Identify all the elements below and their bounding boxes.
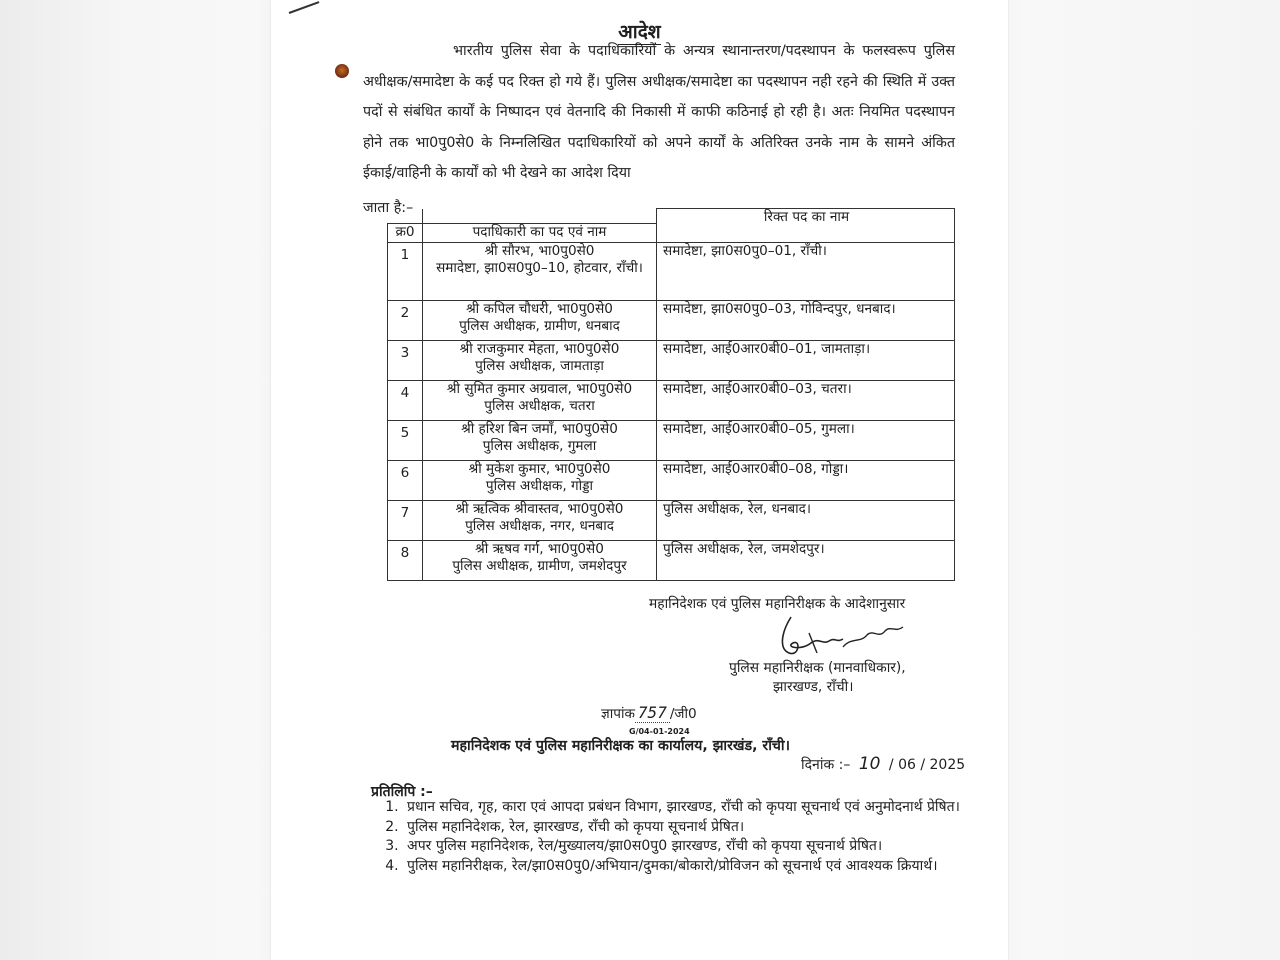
pen-mark [289,1,320,14]
hole-punch-mark [335,64,349,78]
list-item: 2. पुलिस महानिदेशक, रेल, झारखण्ड, राँची को कृपया सूचनार्थ प्रेषित। [403,818,993,838]
file-code: G/04-01-2024 [629,727,690,736]
list-item: 1. प्रधान सचिव, गृह, कारा एवं आपदा प्रबंधन विभाग, झारखण्ड, राँची को कृपया सूचनार्थ एवं अनुमोदनार्थ प्रेषित। [403,798,993,818]
date-line [801,754,965,774]
table-row: 8 श्री ऋषव गर्ग, भा0पु0से0 पुलिस अधीक्षक, ग्रामीण, जमशेदपुर पुलिस अधीक्षक, रेल, जमशेदपुर। [388,540,955,580]
date-label: दिनांक :– [801,757,851,773]
copy-to-list [375,798,993,876]
table-row: 6 श्री मुकेश कुमार, भा0पु0से0 पुलिस अधीक्षक, गोड्डा समादेष्टा, आई0आर0बी0–08, गोड्डा। [388,460,955,500]
header-officer: पदाधिकारी का पद एवं नाम [423,223,657,242]
memo-number-line [601,703,697,722]
list-item: 3. अपर पुलिस महानिदेशक, रेल/मुख्यालय/झा0स0पु0 झारखण्ड, राँची को कृपया सूचनार्थ प्रेषित। [403,837,993,857]
memo-number: 757 [635,703,670,723]
document-title: आदेश [618,21,661,43]
signer-title: पुलिस महानिरीक्षक (मानवाधिकार), [729,660,906,676]
copy-to-heading: प्रतिलिपि :– [371,784,433,800]
header-vacant-post: रिक्त पद का नाम [657,209,955,243]
header-serial: क्र0 [388,223,423,242]
signature-scrawl [771,613,911,661]
date-rest: / 06 / 2025 [888,757,966,773]
intro-paragraph: भारतीय पुलिस सेवा के पदाधिकारियों के अन्यत्र स्थानान्तरण/पदस्थापन के फलस्वरूप पुलिस अधीक्षक/समादेष्टा के कई पद रिक्त हो गये हैं। पुलिस अधीक्षक/समादेष्टा का पदस्थापन नही रहने की स्थिति में उक्त पदों से संबंधित कार्यों के निष्पादन एवं वेतनादि की निकासी में काफी कठिनाई हो रही है। अतः नियमित पदस्थापन होने तक भा0पु0से0 के निम्नलिखित पदाधिकारियों को अपने कार्यों के अतिरिक्त उनके नाम के सामने अंकित ईकाई/वाहिनी के कार्यों को भी देखने का आदेश दिया [363,43,955,181]
table-row: 4 श्री सुमित कुमार अग्रवाल, भा0पु0से0 पुलिस अधीक्षक, चतरा समादेष्टा, आई0आर0बी0–03, चतरा। [388,380,955,420]
order-authority: महानिदेशक एवं पुलिस महानिरीक्षक के आदेशानुसार [649,596,906,612]
document-page [271,0,1008,960]
table-row: 3 श्री राजकुमार मेहता, भा0पु0से0 पुलिस अधीक्षक, जामताड़ा समादेष्टा, आई0आर0बी0–01, जामताड़ा। [388,340,955,380]
table-row: 5 श्री हरिश बिन जमाँ, भा0पु0से0 पुलिस अधीक्षक, गुमला समादेष्टा, आई0आर0बी0–05, गुमला। [388,420,955,460]
table-row: 1 श्री सौरभ, भा0पु0से0 समादेष्टा, झा0स0पु0–10, होटवार, राँची। समादेष्टा, झा0स0पु0–01, राँची। [388,242,955,300]
officer-assignment-table [387,208,955,581]
memo-label: ज्ञापांक [601,706,635,722]
table-row: 7 श्री ऋत्विक श्रीवास्तव, भा0पु0से0 पुलिस अधीक्षक, नगर, धनबाद पुलिस अधीक्षक, रेल, धनबाद। [388,500,955,540]
memo-suffix: /जी0 [669,706,697,722]
date-day: 10 [858,754,881,774]
office-line: महानिदेशक एवं पुलिस महानिरीक्षक का कार्यालय, झारखंड, राँची। [451,738,790,754]
list-item: 4. पुलिस महानिरीक्षक, रेल/झा0स0पु0/अभियान/दुमका/बोकारो/प्रोविजन को सूचनार्थ एवं आवश्यक क्रियार्थ। [403,857,993,877]
table-row: 2 श्री कपिल चौधरी, भा0पु0से0 पुलिस अधीक्षक, ग्रामीण, धनबाद समादेष्टा, झा0स0पु0–03, गोविन्दपुर, धनबाद। [388,300,955,340]
intro-tail: जाता है:– [363,200,414,216]
signer-place: झारखण्ड, राँची। [773,679,854,695]
